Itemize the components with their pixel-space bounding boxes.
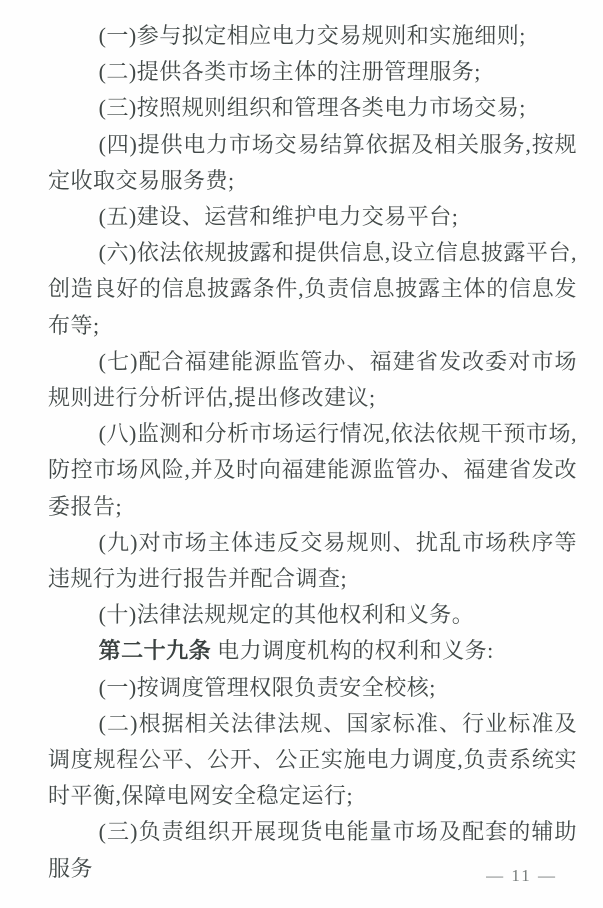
clause-1-2: (二)提供各类市场主体的注册管理服务; [98, 59, 481, 85]
clause-1-8: (八)监测和分析市场运行情况,依法依规干预市场,防控市场风险,并及时向福建能源监管办、福建省发改委报告; [48, 421, 577, 519]
article-29-number: 第二十九条 [98, 638, 212, 664]
clause-1-6: (六)依法依规披露和提供信息,设立信息披露平台,创造良好的信息披露条件,负责信息披露主体的信息发布等; [48, 240, 577, 338]
clause-1-10: (十)法律法规规定的其他权利和义务。 [98, 602, 475, 628]
clause-1-4: (四)提供电力市场交易结算依据及相关服务,按规定收取交易服务费; [48, 131, 577, 193]
clause-2-3: (三)负责组织开展现货电能量市场及配套的辅助服务 [48, 819, 577, 881]
article-29-heading [48, 633, 577, 669]
document-body [48, 18, 577, 887]
page-number: — 11 — [486, 866, 557, 885]
clause-1-9: (九)对市场主体违反交易规则、扰乱市场秩序等违规行为进行报告并配合调查; [48, 529, 577, 592]
clause-2-2: (二)根据相关法律法规、国家标准、行业标准及调度规程公平、公开、公正实施电力调度,负责系统实时平衡,保障电网安全稳定运行; [48, 710, 577, 809]
clause-1-5: (五)建设、运营和维护电力交易平台; [98, 204, 459, 230]
clause-2-1: (一)按调度管理权限负责安全校核; [98, 674, 436, 700]
clause-1-7: (七)配合福建能源监管办、福建省发改委对市场规则进行分析评估,提出修改建议; [48, 348, 577, 411]
clause-1-3: (三)按照规则组织和管理各类电力市场交易; [98, 95, 526, 121]
article-29-title: 电力调度机构的权利和义务: [211, 638, 494, 664]
clause-1-1: (一)参与拟定相应电力交易规则和实施细则; [98, 23, 526, 48]
